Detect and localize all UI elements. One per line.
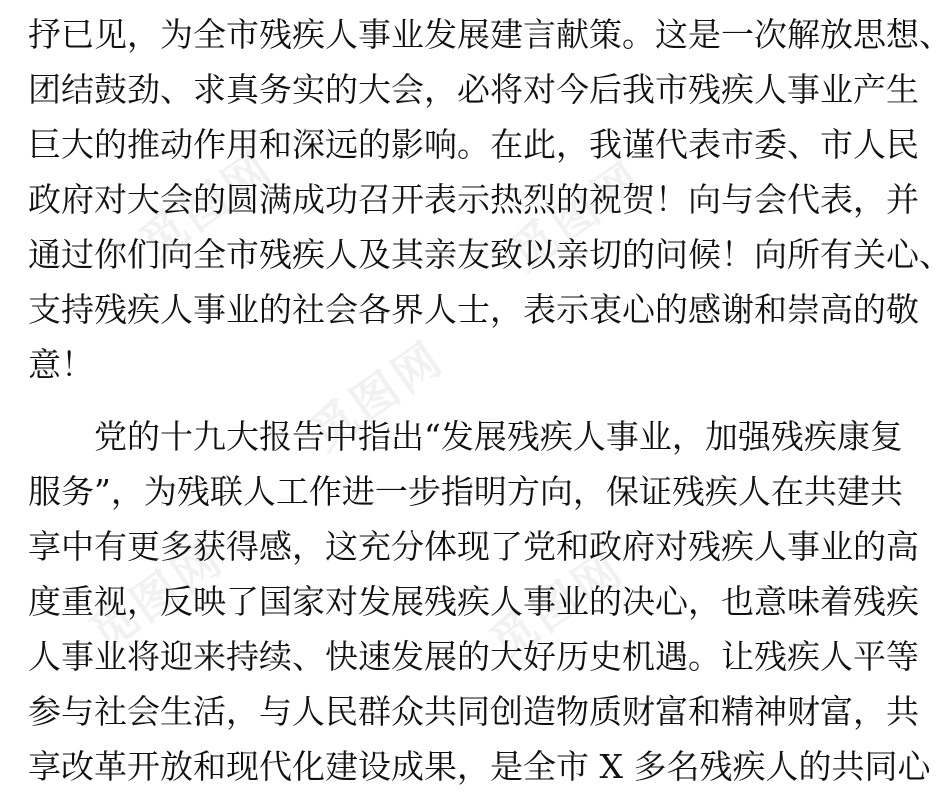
- text-line-8: 党的十九大报告中指出“发展残疾人事业，加强残疾康复: [94, 417, 903, 456]
- text-line-9: 服务”，为残联人工作进一步指明方向，保证残疾人在共建共: [28, 472, 903, 511]
- text-line-6: 支持残疾人事业的社会各界人士，表示衷心的感谢和崇高的敬: [28, 290, 919, 329]
- watermark: 觅图网: [129, 140, 284, 271]
- text-line-11: 度重视，反映了国家对发展残疾人事业的决心，也意味着残疾: [28, 582, 919, 621]
- text-line-2: 团结鼓劲、求真务实的大会，必将对今后我市残疾人事业产生: [28, 70, 919, 109]
- text-line-1: 抒已见，为全市残疾人事业发展建言献策。这是一次解放思想、: [28, 15, 952, 54]
- text-line-5: 通过你们向全市残疾人及其亲友致以亲切的问候！向所有关心、: [28, 235, 952, 274]
- text-line-14: 享改革开放和现代化建设成果，是全市 X 多名残疾人的共同心: [28, 747, 931, 786]
- watermark: 觅图网: [299, 330, 454, 461]
- text-line-12: 人事业将迎来持续、快速发展的大好历史机遇。让残疾人平等: [28, 637, 919, 676]
- text-line-4: 政府对大会的圆满成功召开表示热烈的祝贺！向与会代表，并: [28, 180, 919, 219]
- text-line-13: 参与社会生活，与人民群众共同创造物质财富和精神财富，共: [28, 692, 919, 731]
- text-line-7: 意！: [28, 345, 94, 384]
- text-line-10: 享中有更多获得感，这充分体现了党和政府对残疾人事业的高: [28, 527, 919, 566]
- watermark: 觅图网: [479, 540, 634, 671]
- watermark: 觅图网: [79, 530, 234, 661]
- watermark: 觅图网: [499, 150, 654, 281]
- text-line-3: 巨大的推动作用和深远的影响。在此，我谨代表市委、市人民: [28, 125, 919, 164]
